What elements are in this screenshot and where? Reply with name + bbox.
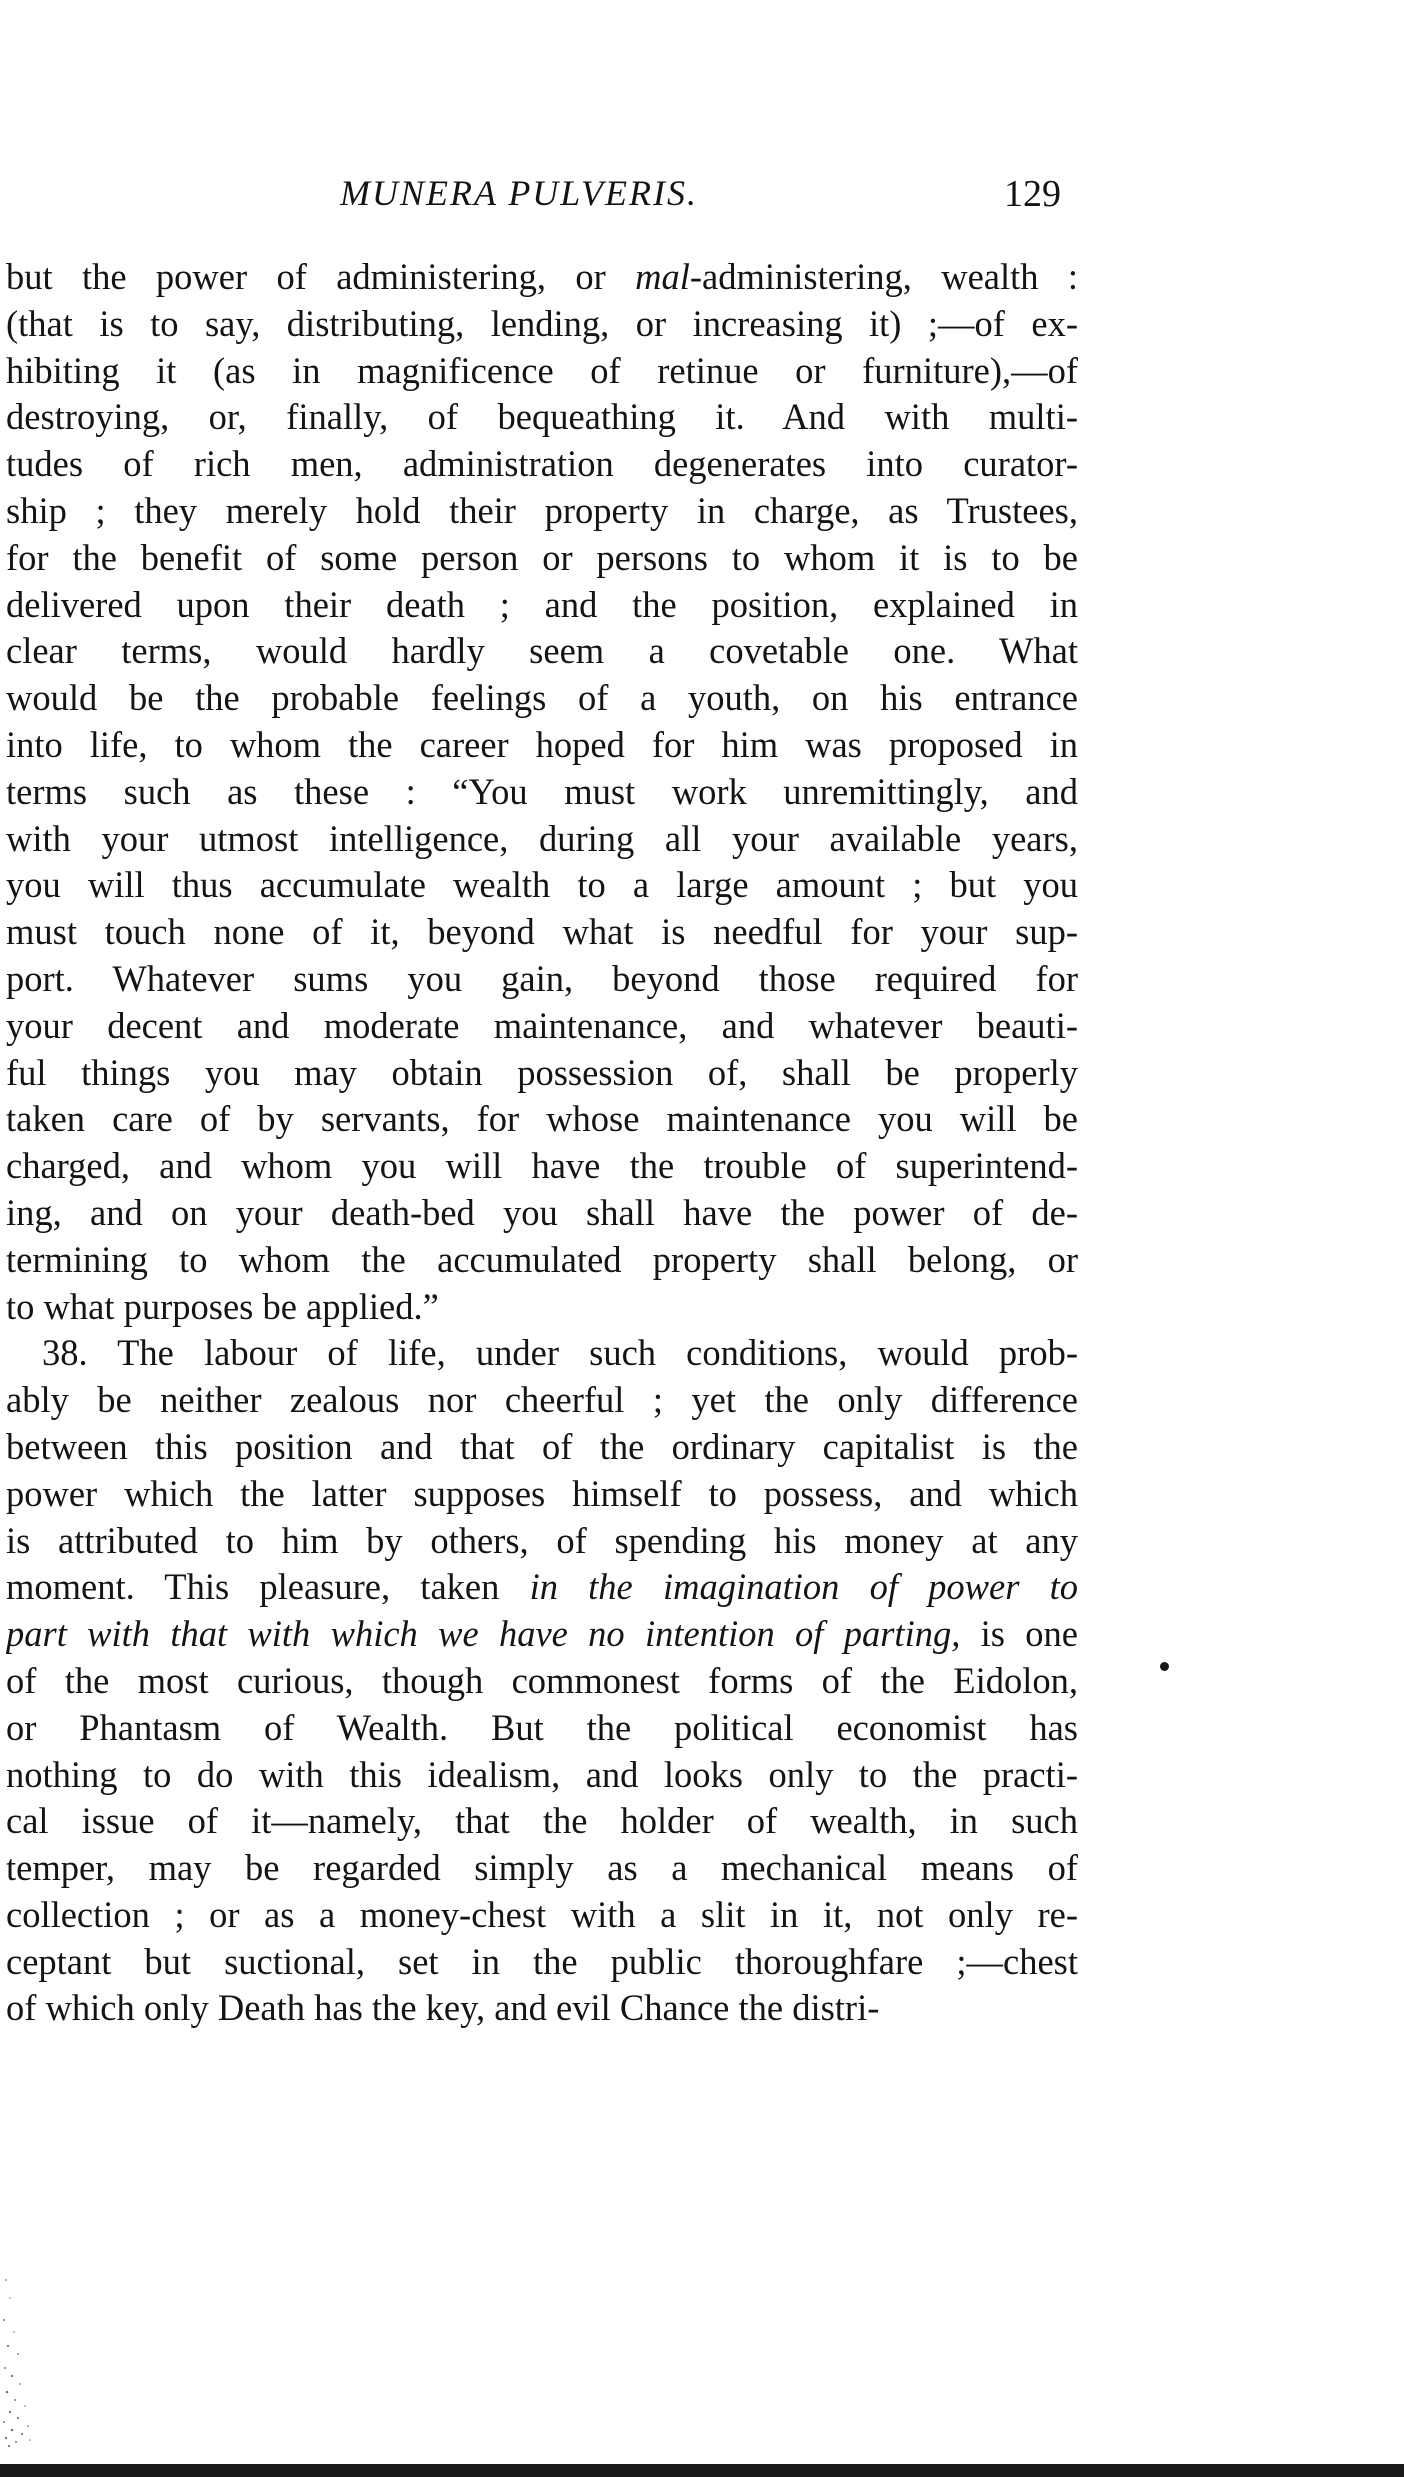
text-line: to what purposes be applied.” [6, 1285, 439, 1327]
text-line: charged, and whom you will have the trouble of superintend- [6, 1145, 1078, 1187]
text-line: of the most curious, though commonest forms of the Eidolon, [6, 1659, 1078, 1701]
text-line: ing, and on your death-bed you shall have the power of de- [6, 1191, 1078, 1233]
text-line: moment. This pleasure, taken in the imagination of power to [6, 1566, 1078, 1608]
text-line: collection ; or as a money-chest with a slit in it, not only re- [6, 1893, 1078, 1935]
ink-speck [1160, 1662, 1169, 1671]
text-line: ably be neither zealous nor cheerful ; yet the only difference [6, 1379, 1078, 1421]
text-line: your decent and moderate maintenance, and whatever beauti- [6, 1004, 1078, 1046]
paper-edge-specks [0, 2250, 40, 2450]
text-line: or Phantasm of Wealth. But the political economist has [6, 1706, 1078, 1748]
text-line: delivered upon their death ; and the position, explained in [6, 583, 1078, 625]
italic-phrase: mal [635, 256, 690, 297]
text-line: port. Whatever sums you gain, beyond those required for [6, 957, 1078, 999]
text-line: you will thus accumulate wealth to a large amount ; but you [6, 864, 1078, 906]
text-line: hibiting it (as in magnificence of retinue or furniture),—of [6, 349, 1078, 391]
text-line: power which the latter supposes himself to possess, and which [6, 1472, 1078, 1514]
text-line: nothing to do with this idealism, and looks only to the practi- [6, 1753, 1078, 1795]
text-line: ceptant but suctional, set in the public thoroughfare ;—chest [6, 1940, 1078, 1982]
running-head [0, 172, 1100, 222]
text-line: between this position and that of the ordinary capitalist is the [6, 1425, 1078, 1467]
text-line: is attributed to him by others, of spending his money at any [6, 1519, 1078, 1561]
text-line: ful things you may obtain possession of, shall be properly [6, 1051, 1078, 1093]
text-line: of which only Death has the key, and evil Chance the distri- [6, 1987, 880, 2029]
text-line: into life, to whom the career hoped for him was proposed in [6, 723, 1078, 765]
text-line: cal issue of it—namely, that the holder of wealth, in such [6, 1800, 1078, 1842]
bottom-edge-shadow [0, 2464, 1404, 2477]
text-line: must touch none of it, beyond what is needful for your sup- [6, 911, 1078, 953]
text-line: temper, may be regarded simply as a mechanical means of [6, 1847, 1078, 1889]
text-line: terms such as these : “You must work unremittingly, and [6, 770, 1078, 812]
text-line: taken care of by servants, for whose maintenance you will be [6, 1098, 1078, 1140]
text-line: for the benefit of some person or persons to whom it is to be [6, 536, 1078, 578]
running-title: MUNERA PULVERIS. [340, 173, 698, 213]
text-line: 38. The labour of life, under such conditions, would prob- [42, 1332, 1078, 1374]
text-line: tudes of rich men, administration degenerates into curator- [6, 443, 1078, 485]
italic-phrase: part with that with which we have no intention of parting, [6, 1613, 961, 1655]
speck-group [3, 2279, 31, 2447]
text-line: would be the probable feelings of a youth, on his entrance [6, 677, 1078, 719]
text-line: ship ; they merely hold their property in charge, as Trustees, [6, 489, 1078, 531]
text-line: with your utmost intelligence, during all your available years, [6, 817, 1078, 859]
text-line: (that is to say, distributing, lending, or increasing it) ;—of ex- [6, 302, 1078, 344]
body-text [6, 254, 1078, 2032]
text-line: termining to whom the accumulated property shall belong, or [6, 1238, 1078, 1280]
italic-phrase: in the imagination of power to [529, 1566, 1078, 1608]
text-line: clear terms, would hardly seem a covetable one. What [6, 630, 1078, 672]
page-number: 129 [1004, 173, 1061, 215]
text-line: part with that with which we have no intention of parting, is one [6, 1613, 1078, 1655]
text-line: but the power of administering, or mal-administering, wealth : [6, 256, 1078, 297]
text-line: destroying, or, finally, of bequeathing it. And with multi- [6, 396, 1078, 438]
